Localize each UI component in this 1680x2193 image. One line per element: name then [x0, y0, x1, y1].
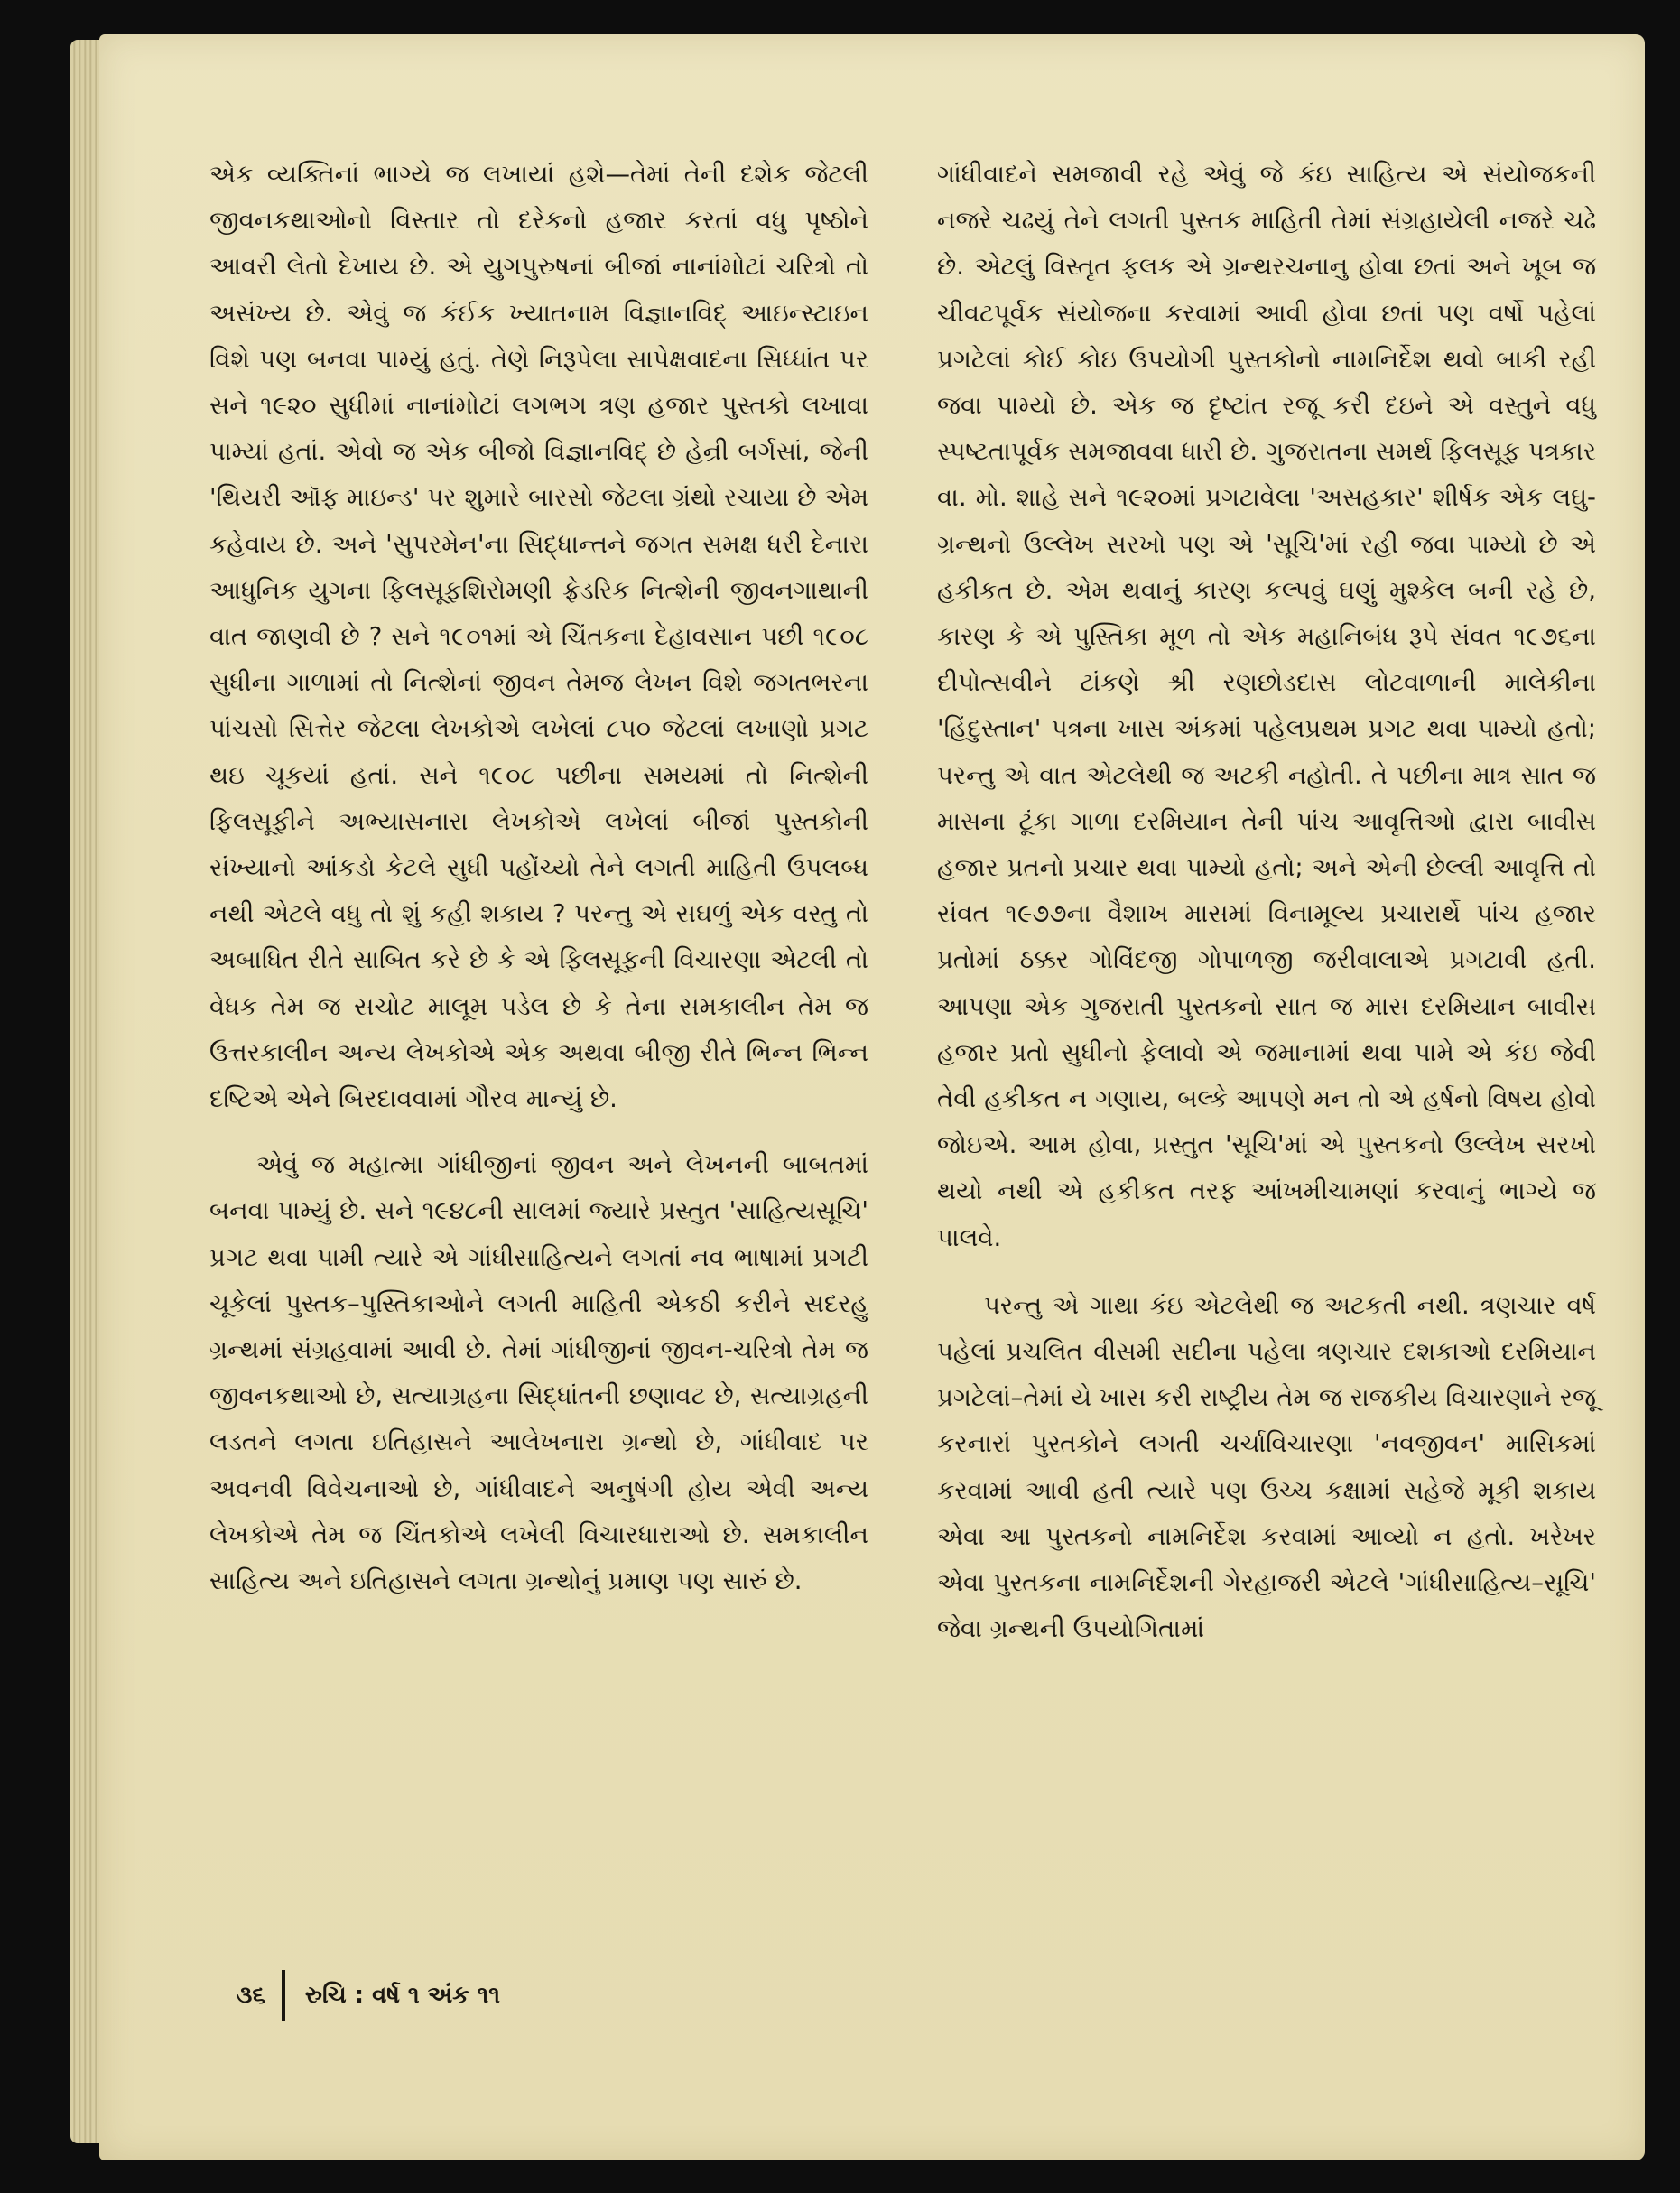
paragraph: ગાંધીવાદને સમજાવી રહે એવું જે કંઇ સાહિત્ય એ સંયોજકની નજરે ચઢયું તેને લગતી પુસ્તક માહિતી તેમાં સંગ્રહાયેલી નજરે ચઢે છે. એટલું વિસ્તૃત ફલક એ ગ્રન્થરચનાનુ હોવા છતાં અને ખૂબ જ ચીવટપૂર્વક સંયોજના કરવામાં આવી હોવા છતાં પણ વર્ષો પહેલાં પ્રગટેલાં કોઈ કોઇ ઉપયોગી પુસ્તકોનો નામનિર્દેશ થવો બાકી રહી જવા પામ્યો છે. એક જ દૃષ્ટાંત રજૂ કરી દઇને એ વસ્તુને વધુ સ્પષ્ટતાપૂર્વક સમજાવવા ધારી છે. ગુજરાતના સમર્થ ફિલસૂફ પત્રકાર વા. મો. શાહે સને ૧૯૨૦માં પ્રગટાવેલા 'અસહકાર' શીર્ષક એક લઘુ-ગ્રન્થનો ઉલ્લેખ સરખો પણ એ 'સૂચિ'માં રહી જવા પામ્યો છે એ હકીકત છે. એમ થવાનું કારણ કલ્પવું ઘણું મુશ્કેલ બની રહે છે, કારણ કે એ પુસ્તિકા મૂળ તો એક મહાનિબંધ રૂપે સંવત ૧૯૭૬ના દીપોત્સવીને ટાંકણે શ્રી રણછોડદાસ લોટવાળાની માલેકીના 'હિંદુસ્તાન' પત્રના ખાસ અંકમાં પહેલપ્રથમ પ્રગટ થવા પામ્યો હતો; પરન્તુ એ વાત એટલેથી જ અટકી નહોતી. તે પછીના માત્ર સાત જ માસના ટૂંકા ગાળા દરમિયાન તેની પાંચ આવૃત્તિઓ દ્વારા બાવીસ હજાર પ્રતનો પ્રચાર થવા પામ્યો હતો; અને એની છેલ્લી આવૃત્તિ તો સંવત ૧૯૭૭ના વૈશાખ માસમાં વિનામૂલ્ય પ્રચારાર્થે પાંચ હજાર પ્રતોમાં ઠક્કર ગોવિંદજી ગોપાળજી જરીવાલાએ પ્રગટાવી હતી. આપણા એક ગુજરાતી પુસ્તકનો સાત જ માસ દરમિયાન બાવીસ હજાર પ્રતો સુધીનો ફેલાવો એ જમાનામાં થવા પામે એ કંઇ જેવી તેવી હકીકત ન ગણાય, બલ્કે આપણે મન તો એ હર્ષનો વિષય હોવો જોઇએ. આમ હોવા, પ્રસ્તુત 'સૂચિ'માં એ પુસ્તકનો ઉલ્લેખ સરખો થયો નથી એ હકીકત તરફ આંખમીચામણાં કરવાનું ભાગ્યે જ પાલવે. [937, 160, 1596, 1252]
paragraph: એવું જ મહાત્મા ગાંધીજીનાં જીવન અને લેખનની બાબતમાં બનવા પામ્યું છે. સને ૧૯૪૮ની સાલમાં જ્યારે પ્રસ્તુત 'સાહિત્યસૂચિ' પ્રગટ થવા પામી ત્યારે એ ગાંધીસાહિત્યને લગતાં નવ ભાષામાં પ્રગટી ચૂકેલાં પુસ્તક–પુસ્તિકાઓને લગતી માહિતી એકઠી કરીને સદરહુ ગ્રન્થમાં સંગ્રહવામાં આવી છે. તેમાં ગાંધીજીનાં જીવન-ચરિત્રો તેમ જ જીવનકથાઓ છે, સત્યાગ્રહના સિદ્ધાંતની છણાવટ છે, સત્યાગ્રહની લડતને લગતા ઇતિહાસને આલેખનારા ગ્રન્થો છે, ગાંધીવાદ પર અવનવી વિવેચનાઓ છે, ગાંધીવાદને અનુષંગી હોય એવી અન્ય લેખકોએ તેમ જ ચિંતકોએ લખેલી વિચારધારાઓ છે. સમકાલીન સાહિત્ય અને ઇતિહાસને લગતા ગ્રન્થોનું પ્રમાણ પણ સારું છે. [209, 1150, 868, 1596]
paragraph: એક વ્યક્તિનાં ભાગ્યે જ લખાયાં હશે—તેમાં તેની દશેક જેટલી જીવનકથાઓનો વિસ્તાર તો દરેકનો હજાર કરતાં વધુ પૃષ્ઠોને આવરી લેતો દેખાય છે. એ યુગપુરુષનાં બીજાં નાનાંમોટાં ચરિત્રો તો અસંખ્ય છે. એવું જ કંઈક ખ્યાતનામ વિજ્ઞાનવિદ્ આઇન્સ્ટાઇન વિશે પણ બનવા પામ્યું હતું. તેણે નિરૂપેલા સાપેક્ષવાદના સિધ્ધાંત પર સને ૧૯૨૦ સુધીમાં નાનાંમોટાં લગભગ ત્રણ હજાર પુસ્તકો લખાવા પામ્યાં હતાં. એવો જ એક બીજો વિજ્ઞાનવિદ્ છે હેન્રી બર્ગસાં, જેની 'થિયરી ઑફ માઇન્ડ' પર શુમારે બારસો જેટલા ગ્રંથો રચાયા છે એમ કહેવાય છે. અને 'સુપરમેન'ના સિદ્ધાન્તને જગત સમક્ષ ધરી દેનારા આધુનિક યુગના ફિલસૂફશિરોમણી ફ્રેડરિક નિત્શેની જીવનગાથાની વાત જાણવી છે ? સને ૧૯૦૧માં એ ચિંતકના દેહાવસાન પછી ૧૯૦૮ સુધીના ગાળામાં તો નિત્શેનાં જીવન તેમજ લેખન વિશે જગતભરના પાંચસો સિત્તેર જેટલા લેખકોએ લખેલાં ૮૫૦ જેટલાં લખાણો પ્રગટ થઇ ચૂકયાં હતાં. સને ૧૯૦૮ પછીના સમયમાં તો નિત્શેની ફિલસૂફીને અભ્યાસનારા લેખકોએ લખેલાં બીજાં પુસ્તકોની સંખ્યાનો આંકડો કેટલે સુધી પહોંચ્યો તેને લગતી માહિતી ઉપલબ્ધ નથી એટલે વધુ તો શું કહી શકાય ? પરન્તુ એ સઘળું એક વસ્તુ તો અબાધિત રીતે સાબિત કરે છે કે એ ફિલસૂફની વિચારણા એટલી તો વેધક તેમ જ સચોટ માલૂમ પડેલ છે કે તેના સમકાલીન તેમ જ ઉત્તરકાલીન અન્ય લેખકોએ એક અથવા બીજી રીતે ભિન્ન ભિન્ન દષ્ટિએ એને બિરદાવવામાં ગૌરવ માન્યું છે. [209, 160, 868, 1114]
left-column [209, 152, 868, 1604]
footer-divider [282, 1970, 285, 2021]
paragraph: પરન્તુ એ ગાથા કંઇ એટલેથી જ અટકતી નથી. ત્રણચાર વર્ષ પહેલાં પ્રચલિત વીસમી સદીના પહેલા ત્રણચાર દશકાઓ દરમિયાન પ્રગટેલાં–તેમાં યે ખાસ કરી રાષ્ટ્રીય તેમ જ રાજકીય વિચારણાને રજૂ કરનારાં પુસ્તકોને લગતી ચર્ચાવિચારણા 'નવજીવન' માસિકમાં કરવામાં આવી હતી ત્યારે પણ ઉચ્ચ કક્ષામાં સહેજે મૂકી શકાય એવા આ પુસ્તકનો નામનિર્દેશ કરવામાં આવ્યો ન હતો. ખરેખર એવા પુસ્તકના નામનિર્દેશની ગેરહાજરી એટલે 'ગાંધીસાહિત્ય–સૂચિ' જેવા ગ્રન્થની ઉપયોગિતામાં [937, 1290, 1596, 1644]
page-number: ૩૬ [237, 1981, 265, 2009]
page-footer [237, 1968, 500, 2022]
right-column [937, 152, 1596, 1653]
journal-issue: રુચિ : વર્ષ ૧ અંક ૧૧ [304, 1981, 501, 2009]
